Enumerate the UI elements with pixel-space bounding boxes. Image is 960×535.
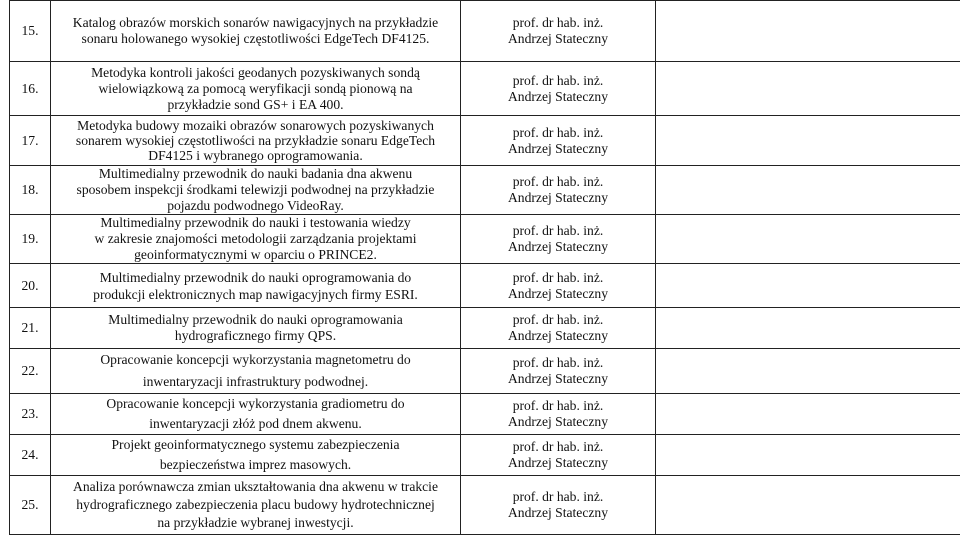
thesis-title-line: w zakresie znajomości metodologii zarządzania projektami: [53, 231, 458, 247]
thesis-title: [51, 215, 461, 264]
supervisor-name: Andrzej Stateczny: [463, 505, 653, 521]
thesis-title-line: Metodyka kontroli jakości geodanych pozyskiwanych sondą: [53, 65, 458, 81]
supervisor-title: prof. dr hab. inż.: [463, 439, 653, 455]
supervisor-name: Andrzej Stateczny: [463, 286, 653, 302]
empty-cell: [656, 308, 960, 349]
row-number: 22.: [10, 349, 51, 394]
thesis-title-line: Katalog obrazów morskich sonarów nawigacyjnych na przykładzie: [53, 15, 458, 31]
thesis-title-line: Projekt geoinformatycznego systemu zabezpieczenia: [53, 435, 458, 455]
supervisor: [461, 264, 656, 308]
supervisor: [461, 308, 656, 349]
row-number: 25.: [10, 476, 51, 535]
supervisor-name: Andrzej Stateczny: [463, 141, 653, 157]
supervisor-name: Andrzej Stateczny: [463, 89, 653, 105]
table-row: [10, 264, 960, 308]
thesis-title: [51, 1, 461, 62]
row-number: 17.: [10, 116, 51, 166]
table-row: [10, 62, 960, 116]
thesis-title-line: Opracowanie koncepcji wykorzystania magnetometru do: [53, 349, 458, 371]
thesis-title-line: Metodyka budowy mozaiki obrazów sonarowych pozyskiwanych: [53, 118, 458, 133]
supervisor-title: prof. dr hab. inż.: [463, 270, 653, 286]
table-row: [10, 435, 960, 476]
supervisor-name: Andrzej Stateczny: [463, 328, 653, 344]
supervisor-name: Andrzej Stateczny: [463, 190, 653, 206]
thesis-title-line: Multimedialny przewodnik do nauki badania dna akwenu: [53, 166, 458, 182]
thesis-title: [51, 349, 461, 394]
thesis-title-line: bezpieczeństwa imprez masowych.: [53, 455, 458, 475]
row-number: 15.: [10, 1, 51, 62]
table-row: [10, 166, 960, 215]
thesis-title: [51, 394, 461, 435]
thesis-title-line: inwentaryzacji złóż pod dnem akwenu.: [53, 414, 458, 434]
supervisor: [461, 349, 656, 394]
thesis-title: [51, 116, 461, 166]
thesis-title: [51, 308, 461, 349]
thesis-title-line: hydrograficznego zabezpieczenia placu budowy hydrotechnicznej: [53, 496, 458, 514]
thesis-title-line: Opracowanie koncepcji wykorzystania gradiometru do: [53, 394, 458, 414]
supervisor-name: Andrzej Stateczny: [463, 414, 653, 430]
supervisor-title: prof. dr hab. inż.: [463, 174, 653, 190]
table-row: [10, 1, 960, 62]
thesis-title-line: DF4125 i wybranego oprogramowania.: [53, 148, 458, 163]
supervisor: [461, 62, 656, 116]
row-number: 19.: [10, 215, 51, 264]
thesis-title: [51, 62, 461, 116]
supervisor-title: prof. dr hab. inż.: [463, 73, 653, 89]
thesis-title: [51, 166, 461, 215]
table-row: [10, 476, 960, 535]
row-number: 24.: [10, 435, 51, 476]
empty-cell: [656, 476, 960, 535]
supervisor: [461, 476, 656, 535]
empty-cell: [656, 215, 960, 264]
thesis-title-line: pojazdu podwodnego VideoRay.: [53, 198, 458, 214]
table-body: [10, 1, 960, 535]
thesis-title-line: Multimedialny przewodnik do nauki i testowania wiedzy: [53, 215, 458, 231]
row-number: 23.: [10, 394, 51, 435]
thesis-title: [51, 476, 461, 535]
supervisor-name: Andrzej Stateczny: [463, 31, 653, 47]
supervisor-title: prof. dr hab. inż.: [463, 125, 653, 141]
supervisor-title: prof. dr hab. inż.: [463, 312, 653, 328]
table-row: [10, 215, 960, 264]
thesis-title-line: sonaru holowanego wysokiej częstotliwości EdgeTech DF4125.: [53, 31, 458, 47]
row-number: 18.: [10, 166, 51, 215]
thesis-title-line: na przykładzie wybranej inwestycji.: [53, 514, 458, 532]
thesis-topics-table: [9, 0, 960, 535]
thesis-title-line: wielowiązkową za pomocą weryfikacji sondą pionową na: [53, 81, 458, 97]
supervisor-name: Andrzej Stateczny: [463, 455, 653, 471]
supervisor: [461, 435, 656, 476]
thesis-title-line: Multimedialny przewodnik do nauki oprogramowania: [53, 312, 458, 328]
supervisor-title: prof. dr hab. inż.: [463, 15, 653, 31]
supervisor: [461, 394, 656, 435]
row-number: 20.: [10, 264, 51, 308]
thesis-title-line: hydrograficznego firmy QPS.: [53, 328, 458, 344]
row-number: 16.: [10, 62, 51, 116]
supervisor: [461, 1, 656, 62]
supervisor-title: prof. dr hab. inż.: [463, 223, 653, 239]
empty-cell: [656, 435, 960, 476]
empty-cell: [656, 116, 960, 166]
empty-cell: [656, 62, 960, 116]
empty-cell: [656, 1, 960, 62]
supervisor: [461, 215, 656, 264]
thesis-title-line: inwentaryzacji infrastruktury podwodnej.: [53, 371, 458, 393]
empty-cell: [656, 166, 960, 215]
supervisor-name: Andrzej Stateczny: [463, 371, 653, 387]
thesis-title-line: Analiza porównawcza zmian ukształtowania dna akwenu w trakcie: [53, 478, 458, 496]
empty-cell: [656, 264, 960, 308]
supervisor-title: prof. dr hab. inż.: [463, 489, 653, 505]
table-row: [10, 349, 960, 394]
thesis-title-line: sonarem wysokiej częstotliwości na przykładzie sonaru EdgeTech: [53, 133, 458, 148]
thesis-title-line: sposobem inspekcji środkami telewizji podwodnej na przykładzie: [53, 182, 458, 198]
table-row: [10, 308, 960, 349]
supervisor-title: prof. dr hab. inż.: [463, 398, 653, 414]
thesis-title-line: przykładzie sond GS+ i EA 400.: [53, 97, 458, 113]
supervisor: [461, 166, 656, 215]
table-row: [10, 394, 960, 435]
thesis-title: [51, 264, 461, 308]
thesis-title: [51, 435, 461, 476]
supervisor: [461, 116, 656, 166]
thesis-title-line: geoinformatycznymi w oparciu o PRINCE2.: [53, 247, 458, 263]
thesis-title-line: Multimedialny przewodnik do nauki oprogramowania do: [53, 269, 458, 286]
supervisor-name: Andrzej Stateczny: [463, 239, 653, 255]
supervisor-title: prof. dr hab. inż.: [463, 355, 653, 371]
table-row: [10, 116, 960, 166]
empty-cell: [656, 349, 960, 394]
empty-cell: [656, 394, 960, 435]
row-number: 21.: [10, 308, 51, 349]
thesis-title-line: produkcji elektronicznych map nawigacyjnych firmy ESRI.: [53, 286, 458, 303]
